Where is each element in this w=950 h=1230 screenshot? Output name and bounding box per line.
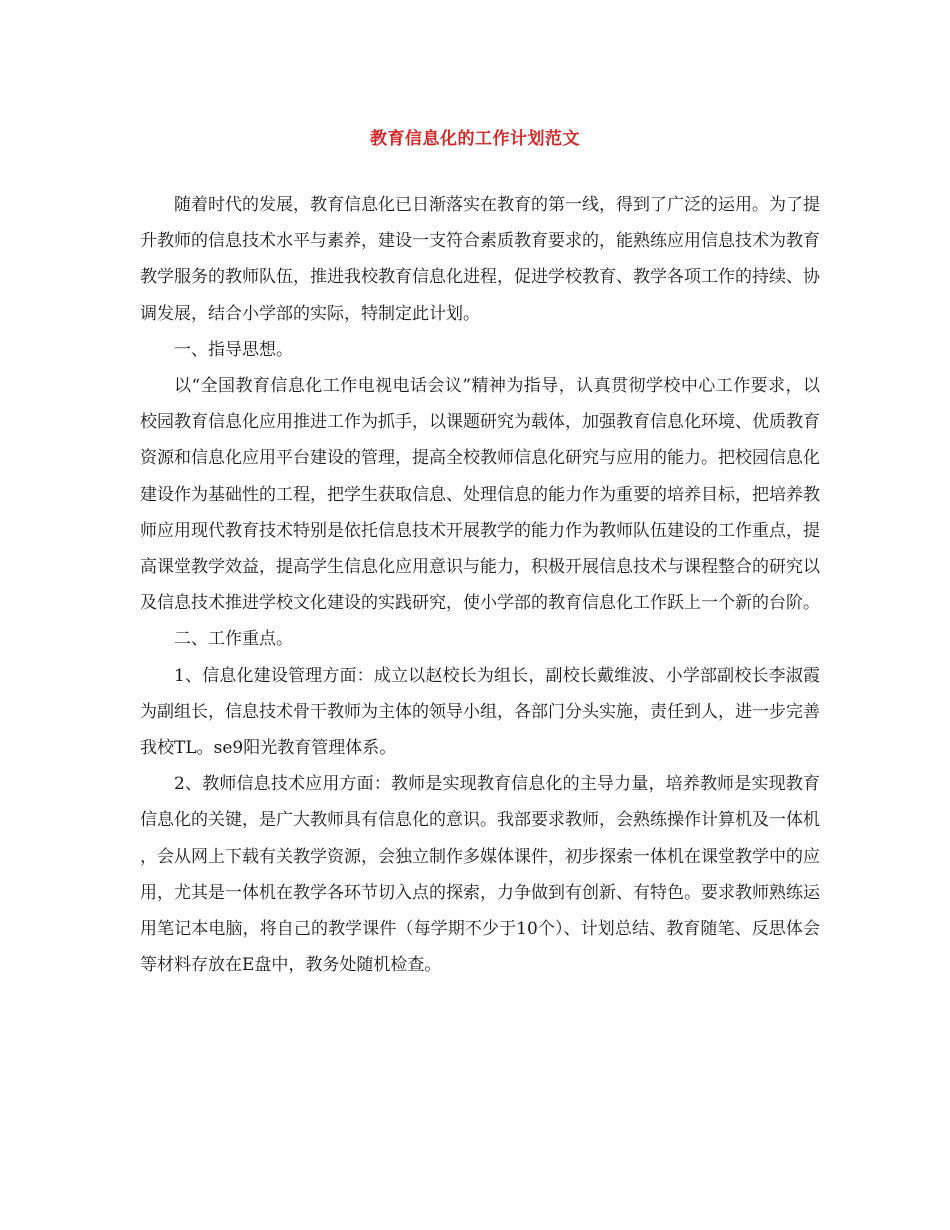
section-heading-work-focus: 二、工作重点。 xyxy=(174,629,293,650)
paragraph-intro: 随着时代的发展，教育信息化已日渐落实在教育的第一线，得到了广泛的运用。为了提升教师的信息技术水平与素养，建设一支符合素质教育要求的，能熟练应用信息技术为教育教学服务的教师队伍，推进我校教育信息化进程，促进学校教育、教学各项工作的持续、协调发展，结合小学部的实际，特制定此计划。 xyxy=(140,195,820,324)
document-body xyxy=(140,187,820,983)
paragraph-guiding-thought: 以“全国教育信息化工作电视电话会议”精神为指导，认真贯彻学校中心工作要求，以校园教育信息化应用推进工作为抓手，以课题研究为载体，加强教育信息化环境、优质教育资源和信息化应用平台建设的管理，提高全校教师信息化研究与应用的能力。把校园信息化建设作为基础性的工程，把学生获取信息、处理信息的能力作为重要的培养目标，把培养教师应用现代教育技术特别是依托信息技术开展教学的能力作为教师队伍建设的工作重点，提高课堂教学效益，提高学生信息化应用意识与能力，积极开展信息技术与课程整合的研究以及信息技术推进学校文化建设的实践研究，使小学部的教育信息化工作跃上一个新的台阶。 xyxy=(140,376,820,614)
document-title: 教育信息化的工作计划范文 xyxy=(370,129,580,149)
section-heading-guiding-thought: 一、指导思想。 xyxy=(174,339,293,360)
paragraph-management: 1、信息化建设管理方面：成立以赵校长为组长，副校长戴维波、小学部副校长李淑霞为副组长，信息技术骨干教师为主体的领导小组，各部门分头实施，责任到人，进一步完善我校TL。se9阳光教育管理体系。 xyxy=(140,665,820,759)
paragraph-teacher-application: 2、教师信息技术应用方面：教师是实现教育信息化的主导力量，培养教师是实现教育信息化的关键，是广大教师具有信息化的意识。我部要求教师，会熟练操作计算机及一体机，会从网上下载有关教学资源，会独立制作多媒体课件，初步探索一体机在课堂教学中的应用，尤其是一体机在教学各环节切入点的探索，力争做到有创新、有特色。要求教师熟练运用笔记本电脑，将自己的教学课件（每学期不少于10个）、计划总结、教育随笔、反思体会等材料存放在E盘中，教务处随机检查。 xyxy=(140,774,820,976)
